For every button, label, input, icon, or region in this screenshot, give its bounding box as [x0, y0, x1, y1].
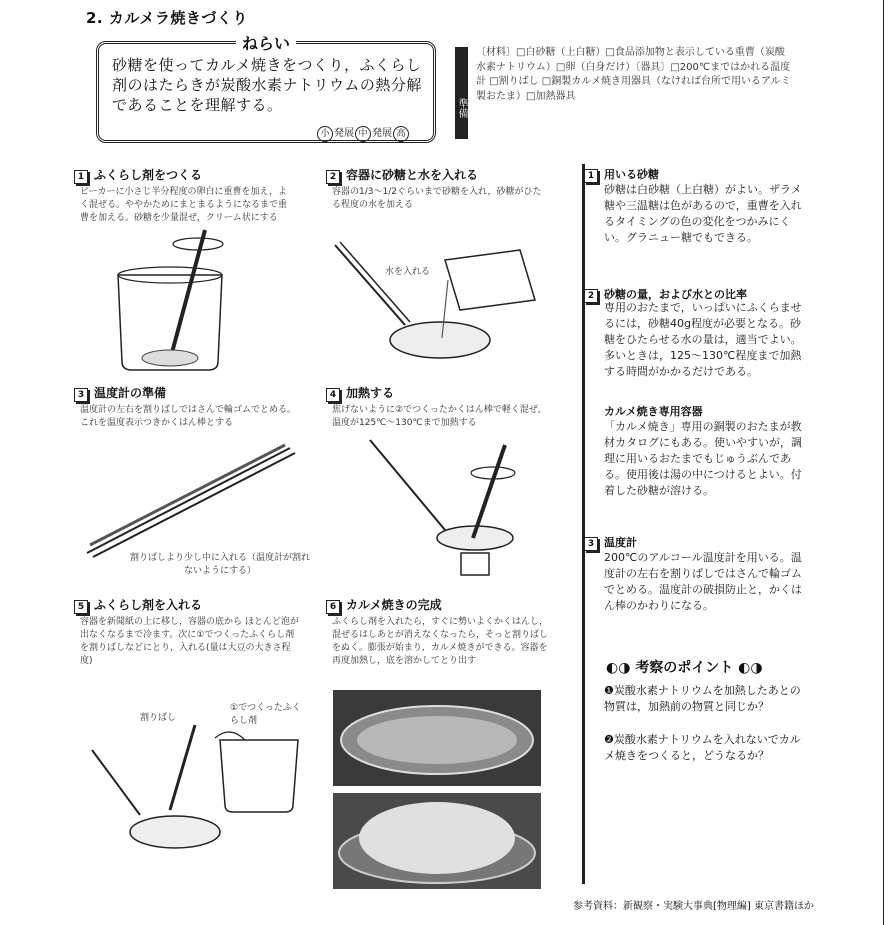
step-1-body: ビーカーに小さじ半分程度の卵白に重曹を加え，よく混ぜる。ややかためにまとまるようになるまで重曹を加える。砂糖を少量混ぜ，クリーム状にする	[80, 187, 288, 223]
grade-levels	[316, 124, 410, 142]
side-3-heading	[584, 534, 637, 551]
ladle-pour-illustration	[330, 240, 550, 370]
side-number: 3	[584, 537, 598, 551]
step-title: カルメ焼きの完成	[346, 598, 442, 612]
side-title: 砂糖の量，および水との比率	[604, 288, 747, 301]
page-edge	[883, 0, 884, 925]
step-3-note: 割りばしより少し中に入れる（温度計が割れないようにする）	[130, 553, 311, 576]
step-number: 3	[74, 388, 88, 402]
photo-bubbling-sugar	[333, 690, 541, 786]
side-3-body: 200℃のアルコール温度計を用いる。温度計の左右を割りばしではさんで輪ゴムでとめる。温度計の破損防止と，かくはん棒のかわりになる。	[604, 551, 802, 612]
step-4-heading	[326, 384, 394, 402]
step-5-note-chopsticks: 割りばし	[140, 713, 177, 723]
step-2-note: 水を入れる	[385, 267, 431, 277]
heating-illustration	[365, 435, 535, 585]
step-title: 加熱する	[346, 386, 395, 400]
moon-icon: ◐◑	[733, 660, 763, 676]
level-text: 発展	[372, 128, 392, 139]
step-1-heading	[74, 166, 202, 184]
step-3-heading	[74, 384, 166, 402]
step-title: ふくらし剤をつくる	[94, 168, 203, 182]
side-title: 用いる砂糖	[604, 168, 659, 181]
step-number: 1	[74, 170, 88, 184]
beaker-illustration	[110, 230, 240, 380]
level-text: 発展	[334, 128, 354, 139]
step-4-body: 焦げないように②でつくったかくはん棒で軽く混ぜ，温度が125℃～130℃まで加熱する	[332, 405, 547, 428]
discussion-question-2: ❷炭酸水素ナトリウムを入れないでカルメ焼きをつくると，どうなるか？	[604, 733, 801, 762]
discussion-title: 考察のポイント	[635, 660, 734, 676]
step-5-heading	[74, 596, 202, 614]
step-number: 4	[326, 388, 340, 402]
side-2-body: 専用のおたまで，いっぱいにふくらませるには，砂糖40g程度が必要となる。砂糖をひたらせる水の量は，適当でよい。多いときは，125～130℃程度まで加熱する時間がかかるだけである。	[604, 301, 802, 378]
aim-text: 砂糖を使ってカルメ焼きをつくり，ふくらし剤のはたらきが炭酸水素ナトリウムの熱分解であることを理解する。	[112, 56, 422, 114]
side-number: 1	[584, 169, 598, 183]
step-title: 温度計の準備	[94, 386, 167, 400]
discussion-points-heading	[606, 657, 763, 677]
step-3-body: 温度計の左右を割りばしではさんで輪ゴムでとめる。これを温度表示つきかくはん棒とする	[80, 405, 297, 428]
level-badge: 高	[393, 126, 409, 142]
side-container-heading: カルメ焼き専用容器	[604, 405, 703, 418]
level-badge: 小	[317, 126, 333, 142]
side-1-body: 砂糖は白砂糖（上白糖）がよい。ザラメ糖や三温糖は色があるので，重曹を入れるタイミングの色の変化をつかみにくい。グラニュー糖でもできる。	[604, 183, 802, 244]
step-title: 容器に砂糖と水を入れる	[346, 168, 479, 182]
prep-text: 〔材料〕□白砂糖（上白糖）□食品添加物と表示している重曹（炭酸水素ナトリウム）□卵（白身だけ）〔器具〕□200℃まではかれる温度計 □割りばし □銅製カルメ焼き用器具（なければ台所で用いるアルミ製おたま）□加熱器具	[476, 47, 791, 102]
side-container-body: 「カルメ焼き」専用の銅製のおたまが教材カタログにもある。使いやすいが，調理に用いるおたまでもじゅうぶんである。使用後は湯の中につけるとよい。付着した砂糖が溶ける。	[604, 420, 802, 497]
side-1-heading	[584, 166, 659, 183]
moon-icon: ◐◑	[606, 660, 636, 676]
step-number: 5	[74, 600, 88, 614]
side-title: 温度計	[604, 536, 637, 549]
reference-note: 参考資料：新観察・実験大事典[物理編] 東京書籍ほか	[573, 901, 814, 912]
step-number: 2	[326, 170, 340, 184]
adding-agent-illustration	[90, 720, 305, 860]
step-5-body: 容器を新聞紙の上に移し，容器の底から ほとんど泡が出なくなるまで冷ます。次に①でつくったふくらし剤を割りばしなどにとり，入れる(量は大豆の大きさ程度)	[80, 617, 299, 666]
step-6-heading	[326, 596, 442, 614]
thermometer-illustration	[85, 445, 300, 560]
step-title: ふくらし剤を入れる	[94, 598, 203, 612]
aim-label: ねらい	[236, 31, 296, 54]
step-5-note-agent: ①でつくったふくらし剤	[230, 703, 301, 726]
discussion-question-1: ❶炭酸水素ナトリウムを加熱したあとの物質は，加熱前の物質と同じか？	[604, 684, 801, 713]
step-number: 6	[326, 600, 340, 614]
step-6-body: ふくらし剤を入れたら，すぐに勢いよくかくはんし，混ぜるはしあとが消えなくなったら，そっと割りばしをぬく。膨張が始まり，カルメ焼きができる。容器を再度加熱し，底を溶かしてとり出す	[332, 617, 549, 666]
photo-finished-karumeyaki	[333, 793, 541, 889]
step-2-body: 容器の1/3～1/2ぐらいまで砂糖を入れ，砂糖がひたる程度の水を加える	[332, 187, 542, 210]
side-number: 2	[584, 289, 598, 303]
column-divider	[582, 164, 585, 884]
page-title: 2. カルメラ焼きづくり	[86, 9, 248, 27]
prep-tag: 準備	[455, 47, 468, 139]
level-badge: 中	[355, 126, 371, 142]
step-2-heading	[326, 166, 478, 184]
